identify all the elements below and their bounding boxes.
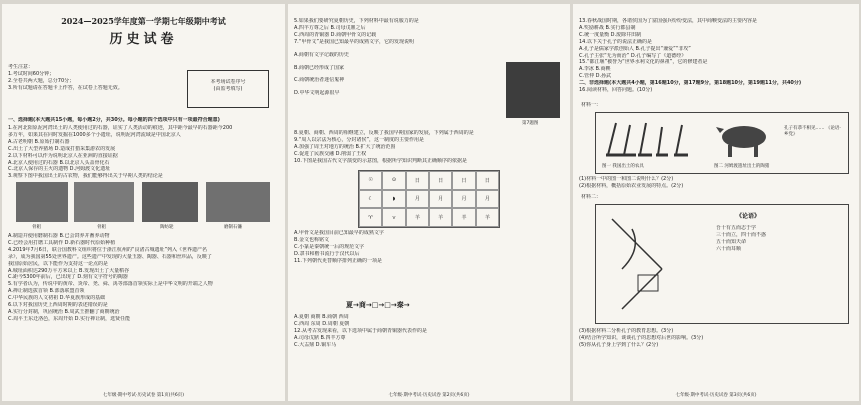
notes: 考生注意： 1.考试时间60分钟； 2.全卷共两大题，总分70分； 3.所有试题请在答题卡上作答，在试卷上答题无效。 bbox=[8, 64, 123, 91]
page-footer-3: 七年级·期中考试·历史试卷 第3页(共6页) bbox=[675, 393, 757, 398]
questions-block-7: 13.春秋战国时期，各诸侯国为了富国强兵纷纷变法，其中商鞅变法的主要内容是 A.奖励耕战 B.实行郡县制 C.统一度量衡 D.废除井田制 14.以下关于孔子的说法正确的是 A.孔子是儒家学派创始人 B.孔子提出“兼爱”“非攻” C.孔子主张“无为而治” D.孔子编写了《道德经》 15.“都江堰”被誉为“世界水利文化的鼻祖”，它的修建者是 A.李冰 B.商鞅 C.管仲 D.孙武 二、非选择题(本大题共4小题，第16题10分，第17题9分，第18题10分，第19题11分，共40分) 16.阅读材料，回答问题。(10分) bbox=[579, 18, 802, 94]
material-1-frame: 图一 我国出土的农具 图二 河姆渡遗址出土的陶猪 孔子有恭不相见…… 《论语·乡党》 bbox=[595, 112, 849, 174]
subject-title: 历史试卷 bbox=[109, 32, 178, 47]
exam-title: 2024—2025学年度第一学期七年级期中考试 bbox=[61, 16, 226, 26]
questions-block-4: 8.夏朝、商朝、西周的相继建立，反映了我国早期国家的发展，下列属于西周的是 9.“周人以宗法为核心，分封诸侯”，这一制度的主要作用是 A.加强了周王对地方的统治 B.扩大了统治范围 C.促进了民族交融 D.削弱了王权 10.下图是我国古代文字演变的示意图，根据所学知识判断其正确顺序的依据是 bbox=[294, 130, 474, 164]
caption-3: 陶纺轮 bbox=[160, 225, 174, 230]
questions-block-8: (1)材料一中的图一和图二说明什么？(2分) (2)根据材料，概括原始农业发展的特点。(2分) bbox=[579, 176, 684, 189]
exam-number-box: 本考场试卷序号 (由监考填写) bbox=[187, 70, 269, 108]
caption-2: 骨耜 bbox=[97, 225, 106, 230]
questions-block-1: 1.在河北阳原泥河湾出土的人类使用过的石器，证实了人类活动的痕迹，其中距今最早的石器距今200 多万年，如果其在同时发掘在1000多个小遗址，说明泥河湾流域是中国北京人 A.古老明朝 B.原始打制石器 C.出土了大型养猪场 D.造成打猎采集游农的发展 2.以下材料可以作为说明北京人在亚洲的直接证据 A.北京人使用过的石器 B.以北京人头盖骨化石 C.北京人保存的主火的遗物 D.河姆渡文化遗址 3.观察下图中我国出土的古农物，我们能够得出关于早期人类的结论是 bbox=[8, 125, 233, 180]
section-1-head: 一、选择题(本大题共15小题，每小题2分，共30分。每小题的四个选项中只有一项最符合题意) bbox=[8, 117, 220, 123]
irrigation-drawing bbox=[602, 209, 672, 319]
artifact-photo-1 bbox=[16, 182, 68, 222]
page-footer-2: 七年级·期中考试·历史试卷 第2页(共6页) bbox=[388, 393, 470, 398]
questions-block-3: 5.如果我们要研究夏朝历史，下列材料中最有说服力的是 A.四羊方尊之后 B.司母戊鼎之后 C.西周的青铜器 D.商朝甲骨文的记载 7.“甲骨文”是我国已知最早的成熟文字，它的发现说明 A.商朝有文字记载的历史 B.商朝已经形成了国家 C.商朝统治者迷信鬼神 D.中华文明起源很早 bbox=[294, 18, 419, 97]
dynasty-chain: 夏→商→□→□→秦→ bbox=[346, 301, 410, 309]
fig-caption: 第7题图 bbox=[522, 121, 539, 126]
material-2-frame: 《论语》 吾十有五而志于学 三十而立，四十而不惑 五十而知天命 六十而耳顺 bbox=[595, 204, 849, 324]
script-evolution-table: ☉ ⊙ 日 日 日 日 ☾ ◗ 月 月 月 月 ♈ ⋎ 羊 羊 羊 羊 bbox=[358, 170, 500, 228]
exam-page-3 bbox=[573, 4, 859, 401]
material-1-label: 材料一： bbox=[581, 102, 602, 108]
questions-block-6: A.夏朝 商朝 B.商朝 西周 C.西周 东周 D.周朝 夏朝 12.从考古发现来看，以下选项中属于商朝青铜器代表作的是 A.司母戊鼎 B.四羊方尊 C.大盂鼎 D.铜车马 bbox=[294, 314, 427, 348]
exam-page-2 bbox=[288, 4, 570, 401]
pig-drawing bbox=[714, 117, 774, 161]
artifact-photo-4 bbox=[206, 182, 270, 222]
caption-1: 骨耜 bbox=[32, 225, 41, 230]
bronze-vessel-photo bbox=[506, 62, 560, 118]
artifact-photo-3 bbox=[142, 182, 198, 222]
questions-block-2: A.制造并使用磨制石器 B.已会饲养并畜养动物 C.已经会用打磨工具制作 D.新石器时代原始种植 4.2019年7月6日，联合国教科文组织将位于浙江杭州的“良渚古城遗址”列入《世界遗产名 录》，成为我国第55处世界遗产。这些遗产中发现的大量玉器、陶器、石器和丝织品，反映了 我国原始居民，以下能作为支持这一论点的是 A.城址面积达290万平方米以上 B.发现出土了大量稻谷 C.距今5300年前后，已出现了 D.刻有文字符号的陶器 5.有学者认为，传说中的黄帝、炎帝、尧、舜、禹等部落首领实际上是中华文明的开端之人物 A.禅让制选拔首领 B.部落联盟首领 C.中华民族的人文初祖 D.华夏族形成的基础 6.以下对我国历史上西周时期的表述错误的是 A.实行分封制，巩固统治 B.周武王推翻了商朝统治 C.周平王东迁洛邑，东周开始 D.实行禅让制，选贤任能 bbox=[8, 233, 213, 322]
material-2-label: 材料二： bbox=[581, 194, 602, 200]
exam-page-1 bbox=[2, 4, 285, 401]
artifact-photo-2 bbox=[74, 182, 134, 222]
questions-block-5: A.甲骨文是我国目前已知最早的成熟文字 B.金文也称铭文 C.小篆是秦朝统一后的规范文字 D.隶书和楷书流行于汉代以后 11.下列朝代更替顺序排列正确的一项是 bbox=[294, 230, 384, 264]
farm-tools-drawing bbox=[602, 117, 702, 161]
caption-4: 磨制石镰 bbox=[224, 225, 242, 230]
questions-block-9: (3)根据材料二分析孔子的教育思想。(3分) (4)结合所学知识，谈谈孔子的思想对后世的影响。(3分) (5)你从孔子身上学到了什么？(2分) bbox=[579, 328, 704, 348]
page-footer-1: 七年级·期中考试·历史试卷 第1页(共6页) bbox=[102, 393, 185, 398]
